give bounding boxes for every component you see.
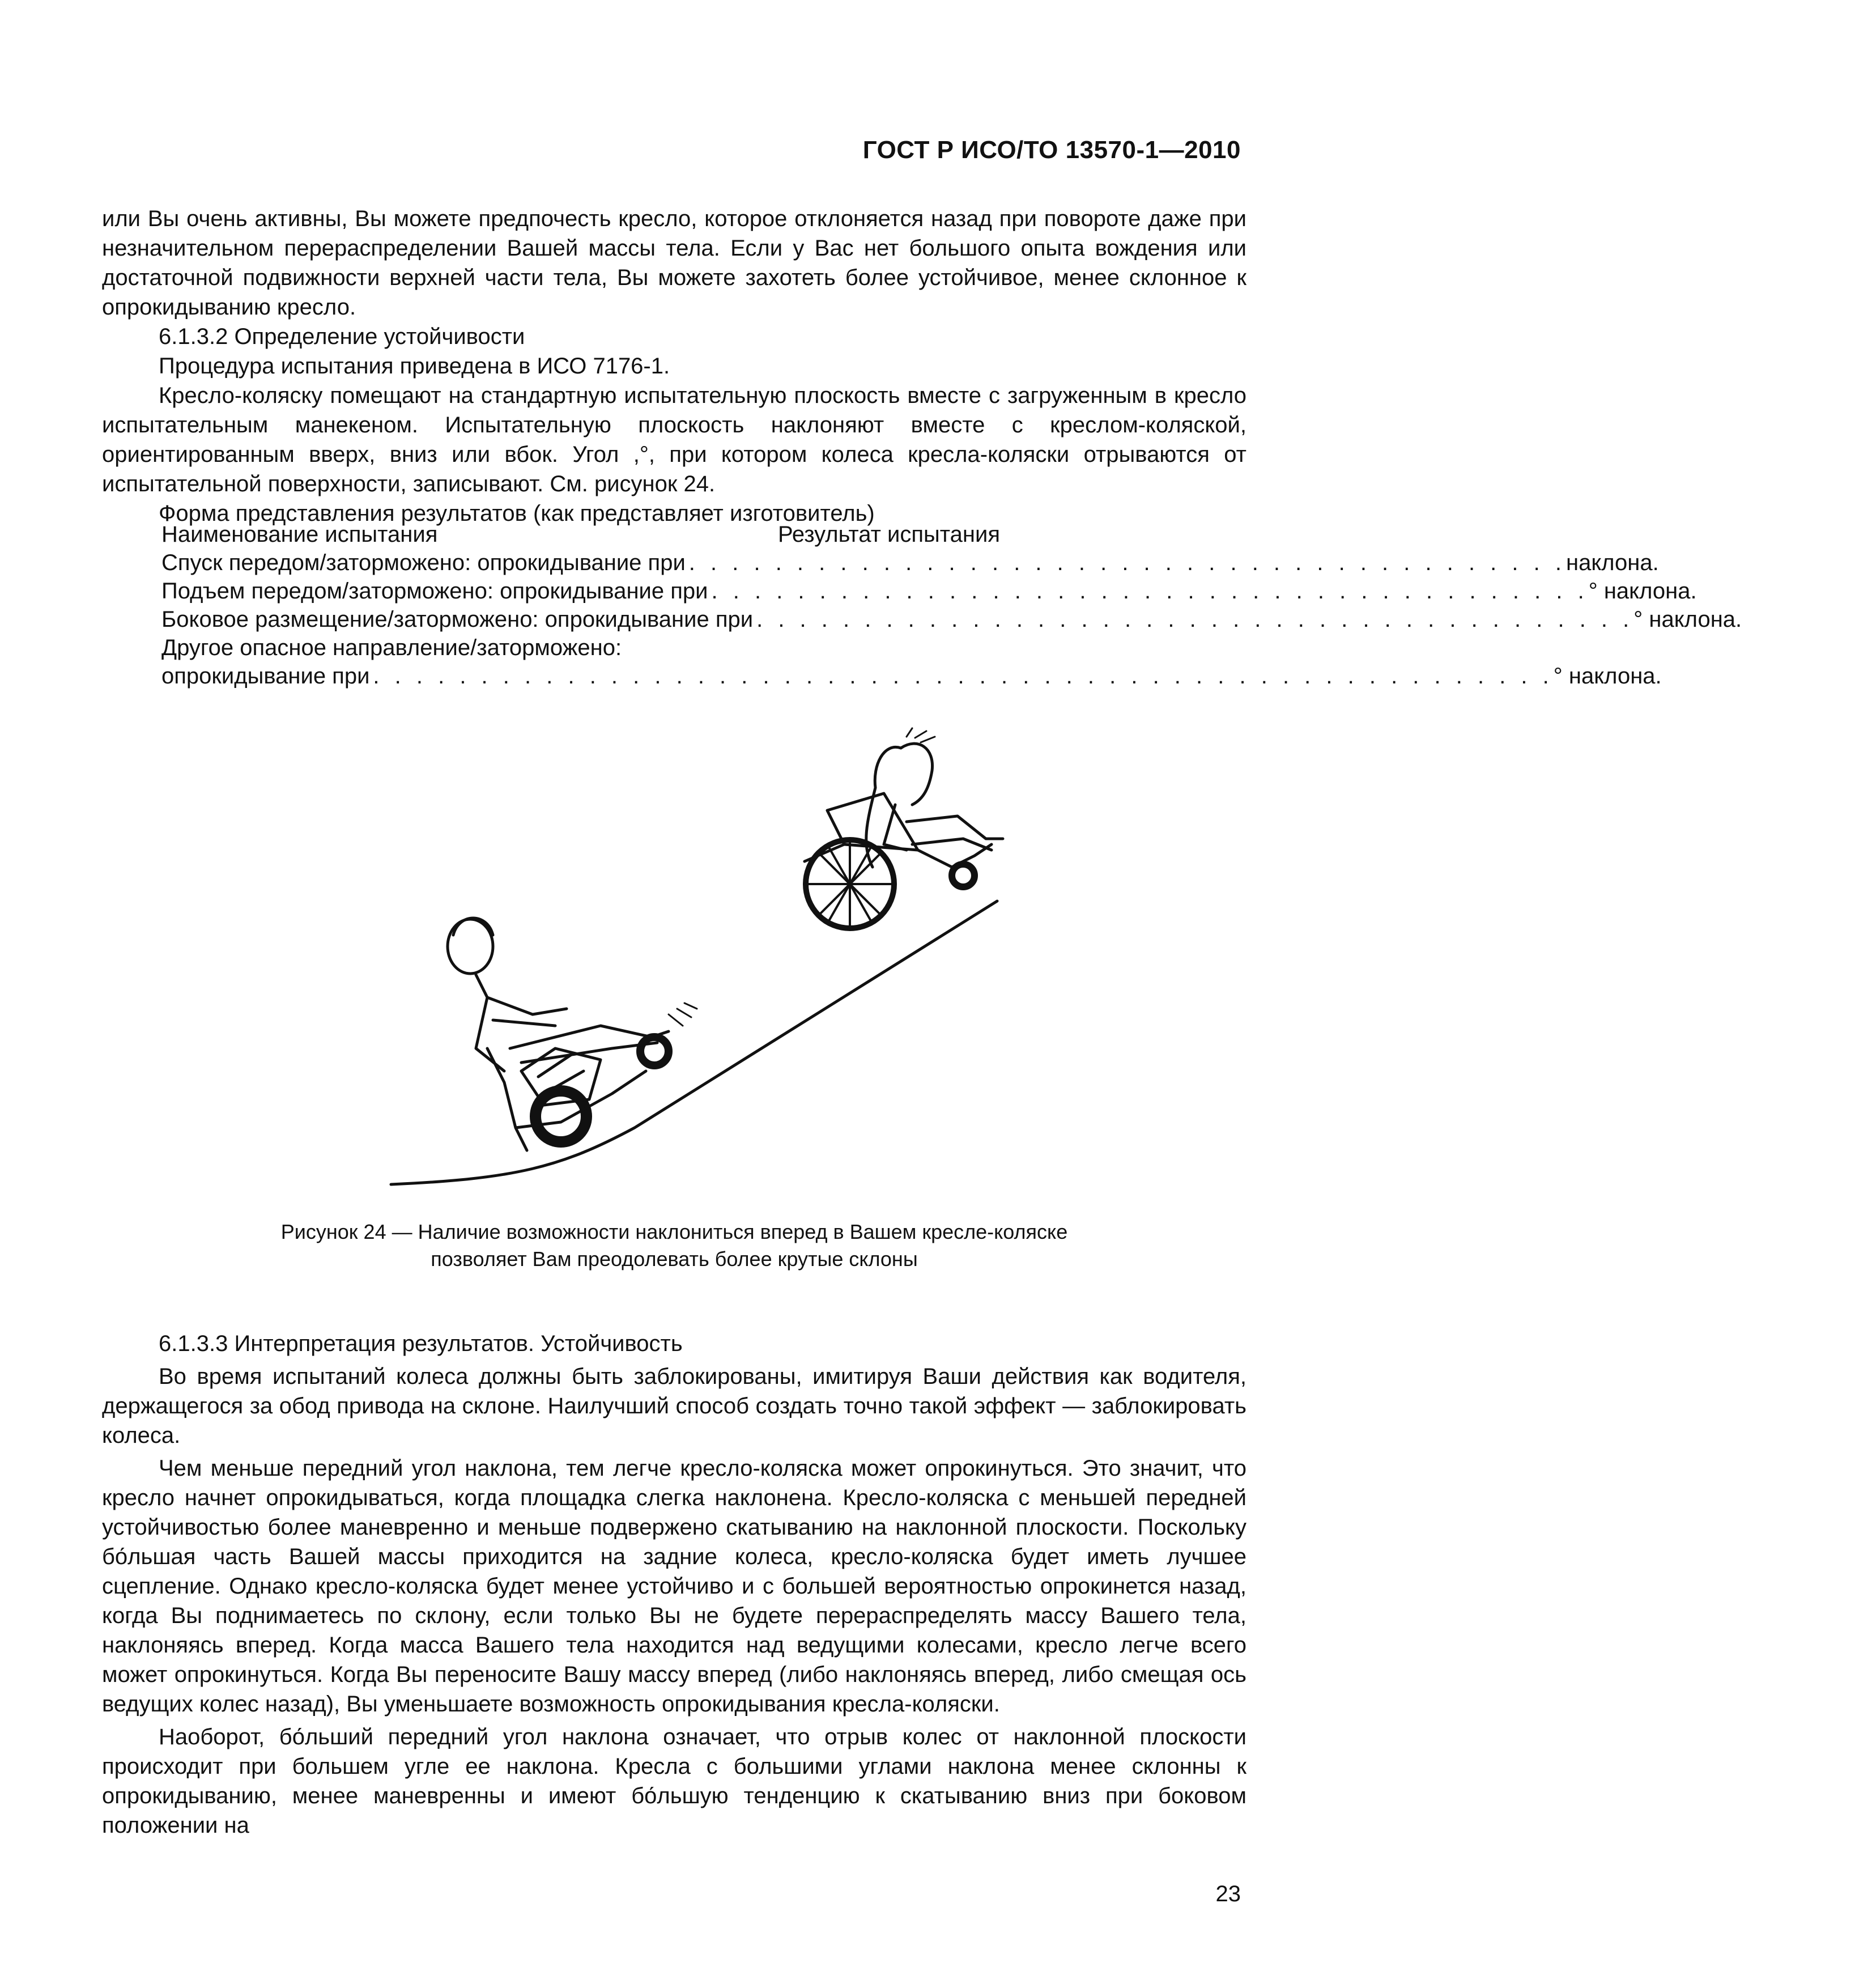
figure-caption <box>102 1218 1246 1273</box>
intro-text: или Вы очень активны, Вы можете предпочесть кресло, которое отклоняется назад при повороте даже при незначительном перераспределении Вашей массы тела. Если у Вас нет большого опыта вождения или достаточной подвижности верхней части тела, Вы можете захотеть более устойчивое, менее склонное к опрокидыванию кресло. <box>102 206 1246 320</box>
row-label: Подъем передом/заторможено: опрокидывание при <box>161 579 708 604</box>
results-form <box>161 520 1742 690</box>
row-label: Боковое размещение/заторможено: опрокидывание при <box>161 607 754 632</box>
form-row-other-title <box>161 634 1068 662</box>
row-label: Спуск передом/заторможено: опрокидывание при <box>161 550 686 575</box>
row-label: Другое опасное направление/заторможено: <box>161 635 622 660</box>
paragraph-2: Чем меньше передний угол наклона, тем легче кресло-коляска может опрокинуться. Это значит, что кресло начнет опрокидываться, когда площадка слегка наклонена. Кресло-коляска с меньшей передней устойчивостью более маневренно и меньше подвержено скатыванию на наклонной плоскости. Поскольку бо́льшая часть Вашей массы приходится на задние колеса, кресло-коляска будет иметь лучшее сцепление. Однако кресло-коляска будет менее устойчиво и с большей вероятностью опрокинется назад, когда Вы поднимаетесь по склону, если только Вы не будете перераспределять массу Вашего тела, наклоняясь вперед. Когда масса Вашего тела находится над ведущими колесами, кресло легче всего может опрокинуться. Когда Вы переносите Вашу массу вперед (либо наклоняясь вперед, либо смещая ось ведущих колес назад), Вы уменьшаете возможность опрокидывания кресла-коляски. <box>102 1456 1246 1717</box>
paragraph-1: Во время испытаний колеса должны быть заблокированы, имитируя Ваши действия как водителя, держащегося за обод привода на склоне. Наилучший способ создать точно такой эффект — заблокировать колеса. <box>102 1364 1246 1448</box>
head <box>448 919 493 974</box>
section-heading: 6.1.3.2 Определение устойчивости <box>159 324 525 349</box>
col-test-name: Наименование испытания <box>161 522 438 547</box>
form-row-other: опрокидывание при . . . . . . . . . . . . . . . . . . . . . . . . . . . . . . . . . . . . . . . . . . . . . . . . . . . . . . . ° наклона. <box>161 662 1068 690</box>
form-row-ascent: Подъем передом/заторможено: опрокидывание при . . . . . . . . . . . . . . . . . . . . . . . . . . . . . . . . . . . . . . . . . ° наклона. <box>161 577 1068 605</box>
form-title: Форма представления результатов (как представляет изготовитель) <box>159 501 875 526</box>
intro-paragraph <box>102 204 1246 322</box>
front-caster <box>640 1037 669 1065</box>
paragraph-3: Наоборот, бо́льший передний угол наклона означает, что отрыв колес от наклонной плоскости происходит при большем угле ее наклона. Кресла с большими углами наклона менее склонны к опрокидыванию, менее маневренны и имеют бо́льшую тенденцию к скатыванию вниз при боковом положении на <box>102 1724 1246 1838</box>
figure-wheelchair-slope <box>374 731 1280 1190</box>
front-caster <box>952 864 975 887</box>
form-row-lateral: Боковое размещение/заторможено: опрокидывание при . . . . . . . . . . . . . . . . . . . . . . . . . . . . . . . . . . . . . . . . . ° наклона. <box>161 605 1068 634</box>
row-result: наклона. <box>1565 550 1659 575</box>
form-header-row <box>161 520 1068 549</box>
row-result: ° наклона. <box>1588 579 1697 604</box>
section-heading: 6.1.3.3 Интерпретация результатов. Устойчивость <box>159 1331 683 1356</box>
leaning-wheelchair-user <box>805 728 1003 928</box>
form-row-descent: Спуск передом/заторможено: опрокидывание при . . . . . . . . . . . . . . . . . . . . . . . . . . . . . . . . . . . . . . . . . наклона. <box>161 549 1068 577</box>
slope-line <box>391 901 997 1184</box>
row-result: ° наклона. <box>1553 664 1662 689</box>
caption-line-2: позволяет Вам преодолевать более крутые склоны <box>431 1247 918 1271</box>
section-6-1-3-3 <box>102 1329 1246 1840</box>
description-text: Кресло-коляску помещают на стандартную испытательную плоскость вместе с загруженным в кресло испытательным манекеном. Испытательную плоскость наклоняют вместе с креслом-коляской, ориентированным вверх, вниз или вбок. Угол ,°, при котором колеса кресла-коляски отрываются от испытательной поверхности, записывают. См. рисунок 24. <box>102 383 1246 496</box>
procedure-text: Процедура испытания приведена в ИСО 7176-1. <box>159 354 670 379</box>
rear-wheel <box>535 1091 586 1142</box>
caption-line-1: Рисунок 24 — Наличие возможности наклониться вперед в Вашем кресле-коляске <box>280 1220 1068 1243</box>
section-6-1-3-2 <box>102 322 1246 528</box>
col-result: Результат испытания <box>778 522 1000 547</box>
document-header: ГОСТ Р ИСО/ТО 13570-1—2010 <box>862 136 1241 164</box>
tipping-wheelchair-user <box>448 918 697 1150</box>
row-label: опрокидывание при <box>161 664 370 689</box>
row-result: ° наклона. <box>1633 607 1742 632</box>
page-number: 23 <box>1215 1881 1241 1906</box>
